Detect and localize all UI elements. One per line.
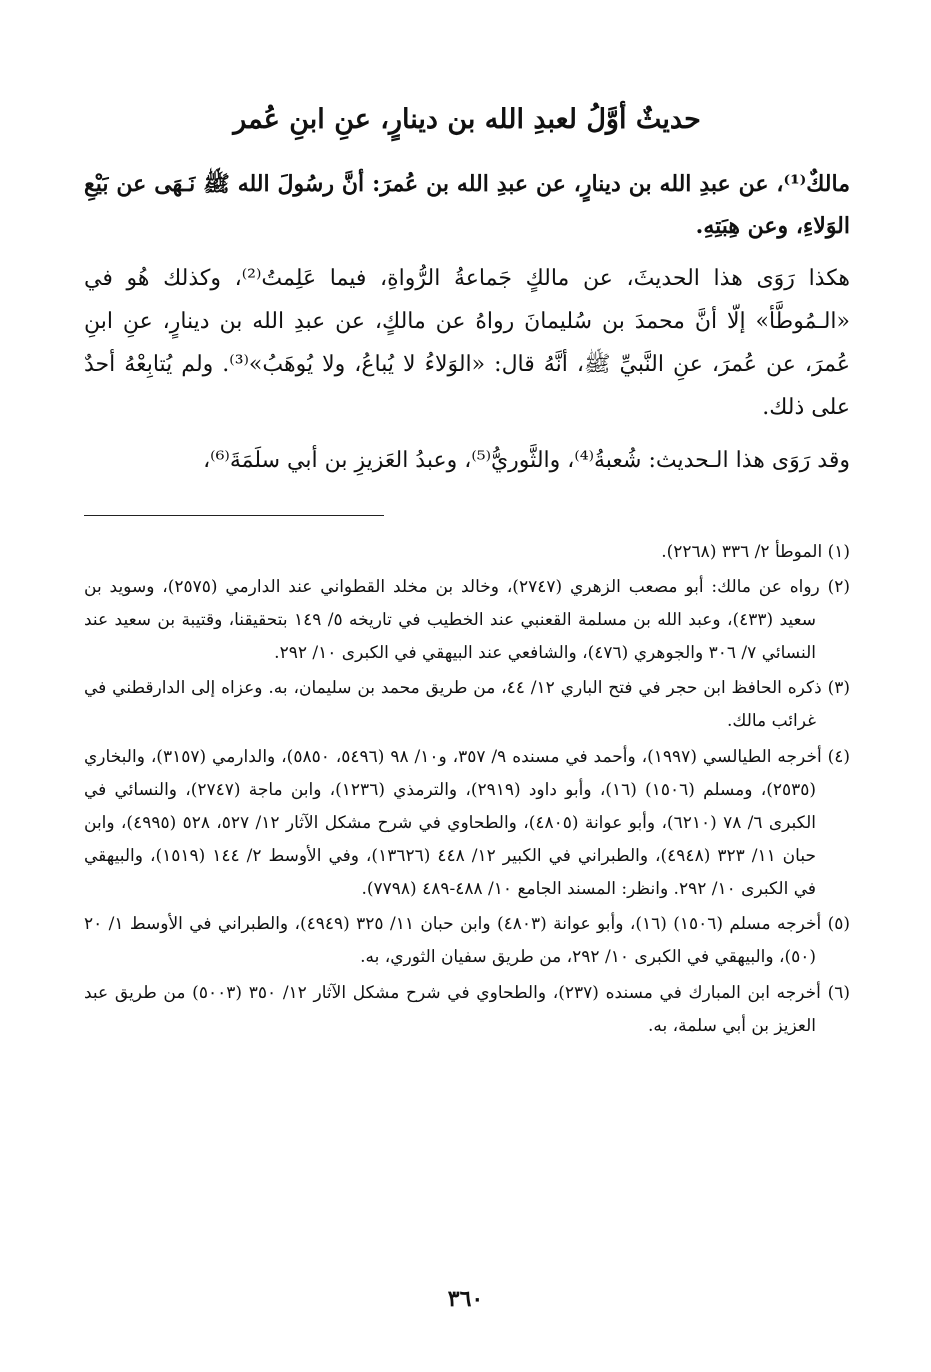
footnotes bbox=[84, 536, 850, 1043]
commentary-paragraph-1: هكذا رَوَى هذا الحديثَ، عن مالكٍ جَماعةُ الرُّواةِ، فيما عَلِمتُ⁽²⁾، وكذلك هُو في «الـمُوطَّأ» إلّا أنَّ محمدَ بن سُليمانَ رواهُ عن مالكٍ، عن عبدِ الله بن دينارٍ، عنِ ابنِ عُمرَ، عن عُمرَ، عنِ النَّبيِّ ﷺ، أنَّهُ قال: «الوَلاءُ لا يُباعُ، ولا يُوهَبُ»⁽³⁾. ولم يُتابِعْهُ أحدٌ على ذلك. bbox=[84, 266, 850, 420]
chapter-title: حديثٌ أوَّلُ لعبدِ الله بن دينارٍ، عنِ ابنِ عُمر bbox=[233, 104, 701, 135]
commentary-paragraph-2: وقد رَوَى هذا الـحديث: شُعبةُ⁽⁴⁾، والثَّوريُّ⁽⁵⁾، وعبدُ العَزيزِ بن أبي سلَمَةَ⁽⁶⁾، bbox=[203, 447, 850, 473]
footnote-4: (٤) أخرجه الطيالسي (١٩٩٧)، وأحمد في مسنده ٩/ ٣٥٧، و١٠/ ٩٨ (٥٤٩٦، ٥٨٥٠)، والدارمي (٣١٥٧)، والبخاري (٢٥٣٥)، ومسلم (١٥٠٦) (١٦)، وأبو داود (٢٩١٩)، والترمذي (١٢٣٦)، وابن ماجة (٢٧٤٧)، والنسائي في الكبرى ٦/ ٧٨ (٦٢١٠)، وأبو عوانة (٤٨٠٥)، والطحاوي في شرح مشكل الآثار ١٢/ ٥٢٧، ٥٢٨ (٤٩٩٥)، وابن حبان ١١/ ٣٢٣ (٤٩٤٨)، والطبراني في الكبير ١٢/ ٤٤٨ (١٣٦٢٦)، وفي الأوسط ٢/ ١٤٤ (١٥١٩)، والبيهقي في الكبرى ١٠/ ٢٩٢. وانظر: المسند الجامع ١٠/ ٤٨٨-٤٨٩ (٧٧٩٨). bbox=[84, 746, 850, 900]
hadith-text: مالكٌ⁽¹⁾، عن عبدِ الله بن دينارٍ، عن عبدِ الله بن عُمرَ: أنَّ رسُولَ الله ﷺ نَـهَى عن بَيْعِ الوَلاءِ، وعن هِبَتِهِ. bbox=[84, 170, 850, 240]
page-number: ٣٦٠ bbox=[447, 1286, 484, 1312]
footnote-5: (٥) أخرجه مسلم (١٥٠٦) (١٦)، وأبو عوانة (٤٨٠٣) وابن حبان ١١/ ٣٢٥ (٤٩٤٩)، والطبراني في الأوسط ١/ ٢٠ (٥٠)، والبيهقي في الكبرى ١٠/ ٢٩٢، من طريق سفيان الثوري، به. bbox=[84, 914, 850, 968]
footnote-6: (٦) أخرجه ابن المبارك في مسنده (٢٣٧)، والطحاوي في شرح مشكل الآثار ١٢/ ٣٥٠ (٥٠٠٣) من طريق عبد العزيز بن أبي سلمة، به. bbox=[84, 982, 850, 1036]
footnote-separator bbox=[84, 515, 384, 516]
footnote-2: (٢) رواه عن مالك: أبو مصعب الزهري (٢٧٤٧)، وخالد بن مخلد القطواني عند الدارمي (٢٥٧٥)، وسويد بن سعيد (٤٣٣)، وعبد الله بن مسلمة القعنبي عند الخطيب في تاريخه ٥/ ١٤٩ بتحقيقنا، وقتيبة بن سعيد عند النسائي ٧/ ٣٠٦ والجوهري (٤٧٦)، والشافعي عند البيهقي في الكبرى ١٠/ ٢٩٢. bbox=[84, 576, 850, 664]
footnote-3: (٣) ذكره الحافظ ابن حجر في فتح الباري ١٢/ ٤٤، من طريق محمد بن سليمان، به. وعزاه إلى الدارقطني في غرائب مالك. bbox=[84, 678, 850, 732]
page-body bbox=[84, 100, 850, 1045]
footnote-1: (١) الموطأ ٢/ ٣٣٦ (٢٢٦٨). bbox=[661, 541, 850, 562]
